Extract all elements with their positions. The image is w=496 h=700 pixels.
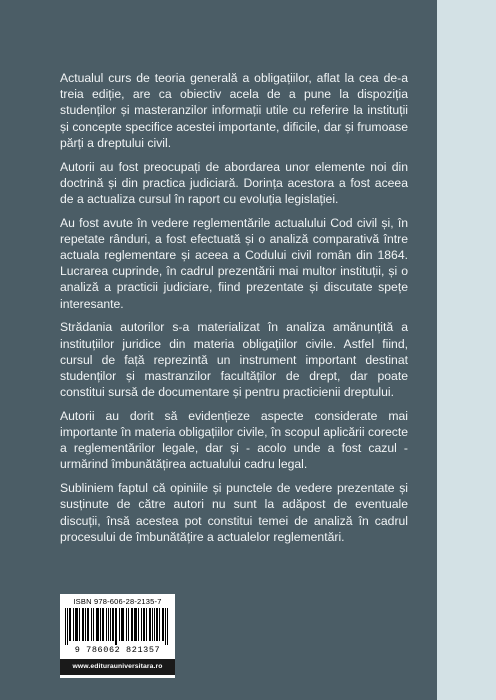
barcode-bar (77, 608, 78, 641)
barcode-bar (121, 608, 122, 641)
barcode-bar (131, 608, 132, 641)
barcode-bar (82, 608, 83, 641)
barcode-bar (76, 608, 77, 641)
paragraph-closing: Subliniem faptul că opiniile și punctele de vedere prezentate și susținute de către autori nu sunt la adăpost de eventuale discuții, însă acestea pot constitui temei de analiză în cadrul procesului de îmbunătățire a actualelor reglementări. (60, 481, 408, 544)
barcode-bar (69, 608, 70, 641)
barcode-bar (67, 608, 68, 645)
barcode-bar (167, 608, 168, 645)
barcode-bar (100, 608, 101, 641)
barcode-bar (108, 608, 109, 641)
barcode-bar (159, 608, 160, 641)
barcode-bar (143, 608, 144, 641)
barcode-bar (103, 608, 104, 641)
barcode-bar (154, 608, 155, 641)
barcode-bar (146, 608, 147, 641)
barcode-bar (150, 608, 151, 641)
barcode-bar (93, 608, 94, 641)
barcode-bar (113, 608, 114, 641)
barcode-bar (165, 608, 166, 645)
barcode-bar (163, 608, 164, 641)
barcode-bar (96, 608, 97, 641)
barcode-bar (144, 608, 145, 641)
publisher-website: www.editurauniversitara.ro (60, 659, 175, 675)
barcode-bar (70, 608, 71, 641)
barcode-bar (102, 608, 103, 641)
paragraph-aims: Autorii au dorit să evidențieze aspecte considerate mai importante în materia obligațiilor civile, în scopul aplicării corecte a reglementărilor legale, dar și - acolo unde a fost cazul - urmărind îmbunătățirea actualului cadru legal. (60, 408, 408, 472)
barcode-bar (122, 608, 123, 641)
barcode-bar (65, 608, 66, 645)
barcode-bar (116, 608, 117, 645)
barcode-bar (128, 608, 129, 641)
barcode-bar (110, 608, 111, 641)
barcode-bar (91, 608, 92, 641)
barcode-bar (132, 608, 133, 641)
barcode-bar (135, 608, 136, 641)
barcode-bar (149, 608, 150, 641)
barcode-bar (79, 608, 80, 641)
barcode-bar (157, 608, 158, 641)
barcode-bar (88, 608, 89, 641)
spine-strip (437, 0, 496, 700)
barcode-bar (156, 608, 157, 641)
barcode-bar (126, 608, 127, 641)
barcode-bar (115, 608, 116, 645)
barcode-bar (87, 608, 88, 641)
barcode-bar (119, 608, 120, 641)
barcode-digits: 9 786062 821357 (74, 645, 161, 655)
paragraph-authors-concerns: Autorii au fost preocupați de abordarea unor elemente noi din doctrină și din practica judiciară. Dorința acestora a fost aceea de a actualiza cursul în raport cu evoluția legislației. (60, 159, 408, 206)
barcode-bar (106, 608, 107, 641)
barcode-bar (75, 608, 76, 641)
barcode-bar (85, 608, 86, 641)
barcode-bar (136, 608, 137, 641)
barcode-bar (112, 608, 113, 641)
barcode-bar (141, 608, 142, 641)
barcode-bar (162, 608, 163, 641)
paragraph-effort: Strădania autorilor s-a materializat în analiza amănunțită a instituțiilor juridice din materia obligațiilor civile. Astfel fiind, cursul de față reprezintă un instrument important destinat studenților și mastranzilor facultăților de drept, dar poate constitui sursă de documentare și pentru practicienii dreptului. (60, 320, 408, 400)
barcode-bar (123, 608, 124, 641)
barcode-bar (83, 608, 84, 641)
barcode-image (64, 608, 171, 645)
paragraph-civil-code: Au fost avute în vedere reglementările actualului Cod civil și, în repetate rânduri, a fost efectuată și o analiză comparativă între actuala reglementare și aceea a Codului civil român din 1864. Lucrarea cuprinde, în cadrul prezentării mai multor instituții, și o analiză a practicii judiciare, fiind prezentate și discutate spețe interesante. (60, 215, 408, 311)
back-cover-text (60, 70, 408, 552)
barcode-bar (152, 608, 153, 641)
barcode-bar (138, 608, 139, 641)
barcode-bar (73, 608, 74, 641)
isbn-label: ISBN 978-606-28-2135-7 (73, 597, 162, 606)
paragraph-intro: Actualul curs de teoria generală a obligațiilor, aflat la cea de-a treia ediție, are ca obiectiv acela de a pune la dispoziția studenților și masteranzilor informații utile cu referire la instituții și concepte specifice acestei importante, dificile, dar și frumoase părți a dreptului civil. (60, 71, 408, 150)
barcode-bar (98, 608, 99, 641)
barcode-bar (134, 608, 135, 641)
isbn-barcode-box (60, 594, 175, 678)
barcode-bar (97, 608, 98, 641)
